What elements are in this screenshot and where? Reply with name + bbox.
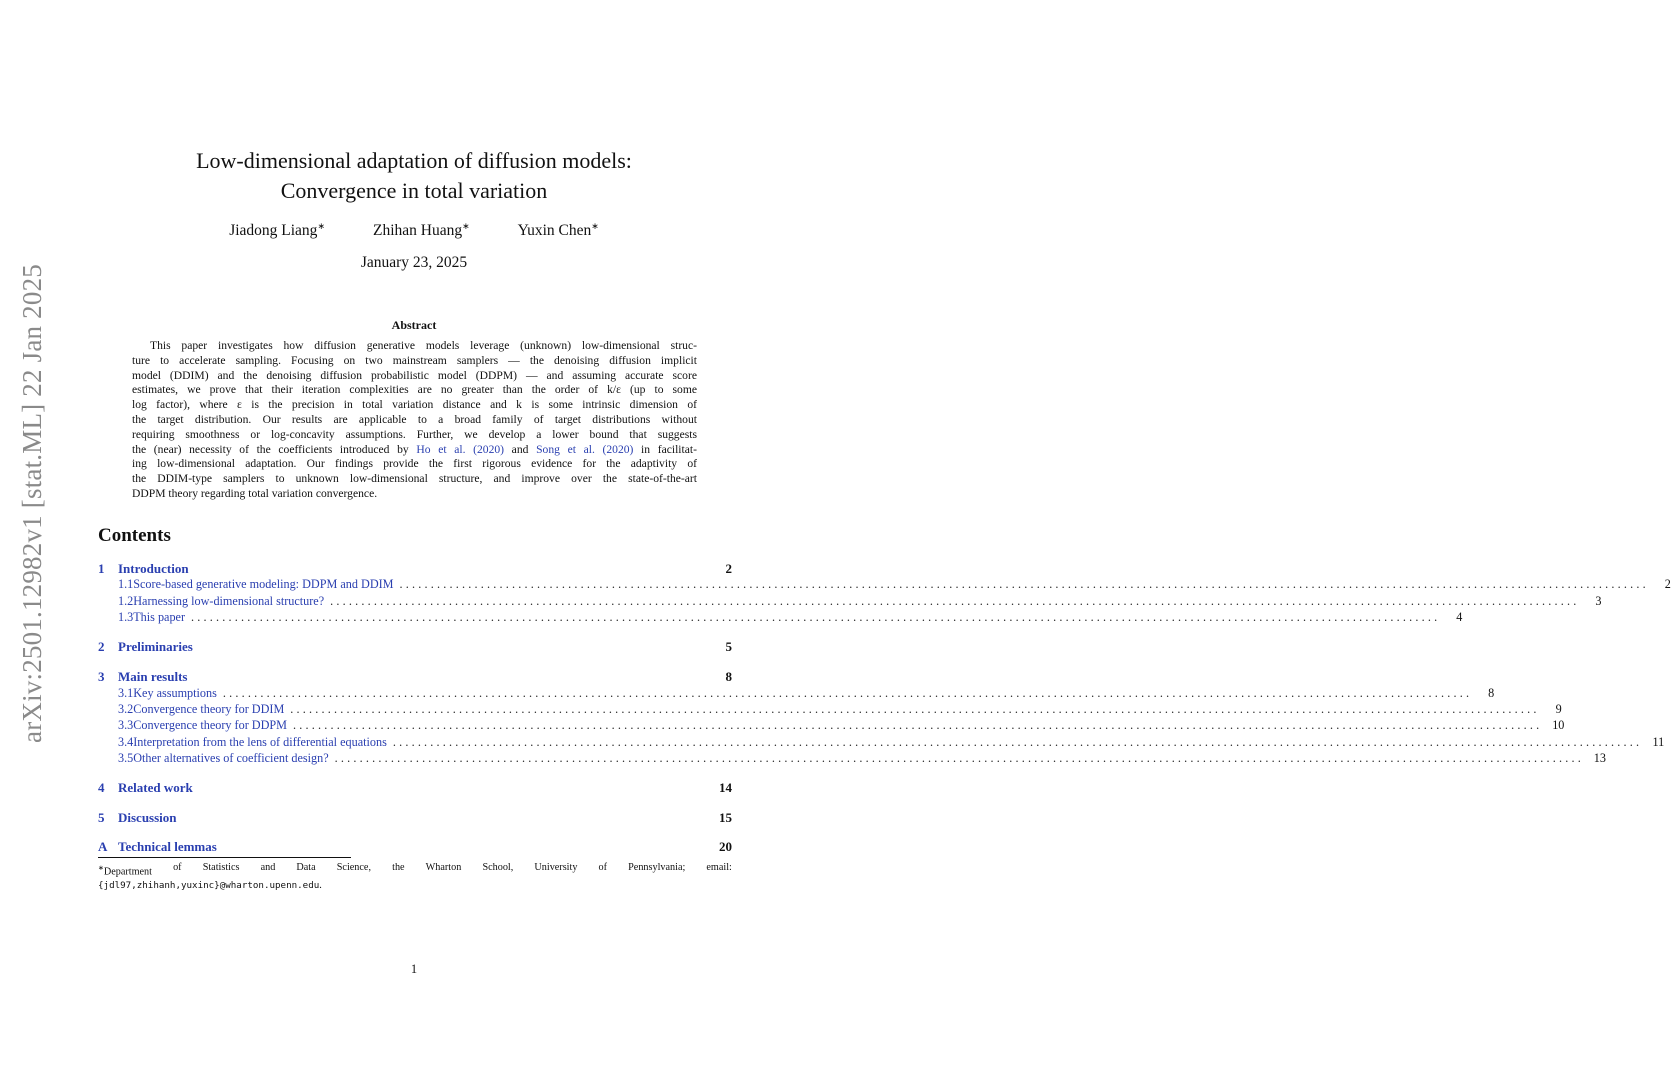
toc-entry-link[interactable]: Interpretation from the lens of differential equations [133, 735, 387, 749]
toc-entry-page: 3 [1595, 594, 1602, 608]
paper-title-line-1: Low-dimensional adaptation of diffusion models: [196, 148, 632, 173]
footnote-line-2 [98, 879, 732, 893]
affiliation-mark: ∗ [462, 221, 470, 231]
author-name: Zhihan Huang [372, 222, 463, 240]
footnote-word-text: Department [103, 866, 152, 878]
abstract-text: the (near) necessity of the coefficients introduced by [132, 442, 417, 456]
abstract-line: ture to accelerate sampling. Focusing on two mainstream samplers — the denoising diffusion implicit [132, 353, 697, 367]
toc-entry-page: 2 [725, 561, 732, 576]
toc-entry-link[interactable]: Score-based generative modeling: DDPM and DDIM [133, 577, 394, 591]
toc-entry-link[interactable]: Main results [118, 669, 188, 684]
footnote-mark: ∗ [98, 864, 104, 872]
toc-entry-page: 11 [1652, 735, 1665, 749]
toc-leader-dots: ........................................................................................................................................................................................................ [334, 751, 1584, 765]
affiliation-mark: ∗ [317, 221, 325, 231]
abstract-line: This paper investigates how diffusion generative models leverage (unknown) low-dimensional struc- [150, 339, 697, 352]
toc-entry-link[interactable]: Introduction [118, 561, 189, 576]
toc-entry-link[interactable]: Preliminaries [118, 639, 193, 654]
abstract-text: and [504, 442, 537, 456]
paper-title [0, 146, 828, 206]
abstract-body [132, 339, 697, 502]
toc-entry[interactable] [98, 594, 1602, 609]
toc-entry-number[interactable]: 3 [98, 669, 105, 684]
footnote-word: and [260, 862, 276, 873]
affiliation-footnote [98, 861, 732, 893]
abstract-line: DDPM theory regarding total variation convergence. [132, 486, 378, 500]
toc-entry-number[interactable]: 1 [98, 561, 105, 576]
abstract-text: in facilitat- [633, 442, 697, 456]
footnote-word: Data [296, 862, 316, 873]
toc-entry-link[interactable]: Convergence theory for DDPM [133, 718, 288, 732]
toc-entry-link[interactable]: Related work [118, 780, 193, 795]
footnote-word: of [173, 862, 182, 873]
toc-entry-link[interactable]: Discussion [118, 810, 177, 825]
abstract-heading: Abstract [391, 318, 437, 332]
citation-link-ho[interactable]: Ho et al. (2020) [416, 442, 505, 456]
toc-entry-number[interactable]: 3.2 [118, 702, 134, 716]
toc-entry-number[interactable]: 1.2 [118, 594, 134, 608]
author-2 [373, 221, 470, 240]
toc-entry[interactable] [98, 639, 732, 655]
toc-entry-page: 9 [1555, 702, 1562, 716]
footnote-line-1 [98, 861, 732, 879]
footnote-word: University [534, 862, 578, 873]
footnote-word [98, 861, 152, 879]
citation-link-song[interactable]: Song et al. (2020) [536, 442, 634, 456]
toc-entry[interactable] [98, 669, 732, 685]
footnote-word: of [598, 862, 608, 873]
toc-entry[interactable] [98, 751, 1606, 766]
contents-heading: Contents [98, 525, 171, 546]
abstract-line: the target distribution. Our results are applicable to a broad family of target distributions without [132, 412, 697, 426]
toc-entry[interactable] [98, 702, 1562, 717]
toc-leader-dots: ........................................................................................................................................................................................................ [330, 594, 1580, 608]
toc-entry-page: 4 [1456, 610, 1463, 624]
toc-entry[interactable] [98, 780, 732, 796]
abstract-line: log factor), where ε is the precision in total variation distance and k is some intrinsic dimension of [132, 398, 697, 412]
footnote-word: Science, [336, 862, 371, 873]
paper-title-line-2: Convergence in total variation [280, 178, 548, 203]
toc-entry[interactable] [98, 577, 1671, 592]
toc-entry-page: 10 [1552, 718, 1565, 732]
footnote-emails: {jdl97,zhihanh,yuxinc}@wharton.upenn.edu [98, 880, 320, 892]
arxiv-identifier-text: arXiv:2501.12982v1 [stat.ML] 22 Jan 2025 [16, 263, 47, 743]
toc-entry[interactable] [98, 735, 1665, 750]
affiliation-mark: ∗ [591, 221, 599, 231]
toc-entry-link[interactable]: Harnessing low-dimensional structure? [133, 594, 325, 608]
toc-entry-link[interactable]: Convergence theory for DDIM [133, 702, 285, 716]
toc-entry-number[interactable]: 3.5 [118, 751, 134, 765]
toc-entry-page: 8 [725, 669, 732, 684]
toc-entry-number[interactable]: 1.3 [118, 610, 134, 624]
toc-entry-page: 5 [725, 639, 732, 654]
toc-entry-page: 2 [1664, 577, 1671, 591]
toc-entry[interactable] [98, 561, 732, 577]
page-number: 1 [410, 962, 418, 976]
toc-leader-dots: ........................................................................................................................................................................................................ [392, 735, 1643, 749]
toc-entry-page: 14 [719, 780, 732, 795]
footnote-word: Statistics [202, 862, 240, 873]
toc-entry-number[interactable]: 3.4 [118, 735, 134, 749]
toc-entry-number[interactable]: A [98, 839, 108, 854]
toc-leader-dots: ........................................................................................................................................................................................................ [293, 718, 1543, 732]
toc-entry-number[interactable]: 3.1 [118, 686, 134, 700]
footnote-word: Wharton [425, 862, 462, 873]
publication-date: January 23, 2025 [360, 254, 468, 271]
toc-entry-number[interactable]: 4 [98, 780, 105, 795]
toc-entry-page: 13 [1593, 751, 1606, 765]
footnote-rule [98, 857, 351, 858]
toc-entry-link[interactable]: Technical lemmas [118, 839, 217, 854]
toc-entry[interactable] [98, 718, 1565, 733]
abstract-line: model (DDIM) and the denoising diffusion probabilistic model (DDPM) — and assuming accurate score [132, 368, 697, 382]
author-3 [518, 221, 599, 240]
toc-entry-number[interactable]: 3.3 [118, 718, 134, 732]
footnote-word: Pennsylvania; [628, 862, 686, 873]
toc-entry-number[interactable]: 5 [98, 810, 105, 825]
author-name: Jiadong Liang [229, 222, 318, 240]
footnote-tail: . [319, 880, 322, 892]
toc-entry-page: 20 [719, 839, 732, 854]
author-1 [229, 221, 325, 240]
toc-entry-page: 15 [719, 810, 732, 825]
abstract-line-with-citations [132, 443, 697, 458]
abstract-line: estimates, we prove that their iteration complexities are no greater than the order of k/ε (up to some [132, 383, 697, 397]
footnote-word: School, [482, 862, 514, 873]
footnote-word: email: [706, 862, 732, 873]
author-name: Yuxin Chen [517, 222, 592, 240]
toc-entry-link[interactable]: Key assumptions [133, 686, 217, 700]
abstract-line: requiring smoothness or log-concavity assumptions. Further, we develop a lower bound that suggests [132, 427, 697, 441]
toc-entry-link[interactable]: Other alternatives of coefficient design? [133, 751, 329, 765]
toc-entry-number[interactable]: 1.1 [118, 577, 134, 591]
toc-entry[interactable] [98, 610, 1463, 625]
author-list [0, 221, 828, 240]
toc-entry[interactable] [98, 810, 732, 826]
toc-entry[interactable] [98, 686, 1495, 701]
toc-leader-dots: ........................................................................................................................................................................................................ [290, 702, 1540, 716]
abstract-line: the DDIM-type samplers to unknown low-dimensional structure, and improve over the state-of-the-art [132, 472, 697, 486]
toc-entry-page: 8 [1488, 686, 1495, 700]
abstract-line: ing low-dimensional adaptation. Our findings provide the first rigorous evidence for the adaptivity of [132, 457, 697, 471]
toc-leader-dots: ........................................................................................................................................................................................................ [222, 686, 1473, 700]
toc-entry-link[interactable]: This paper [133, 610, 186, 624]
toc-entry-number[interactable]: 2 [98, 639, 105, 654]
toc-entry[interactable] [98, 839, 732, 855]
toc-leader-dots: ........................................................................................................................................................................................................ [399, 577, 1649, 591]
toc-leader-dots: ........................................................................................................................................................................................................ [191, 610, 1441, 624]
footnote-word: the [392, 862, 405, 873]
